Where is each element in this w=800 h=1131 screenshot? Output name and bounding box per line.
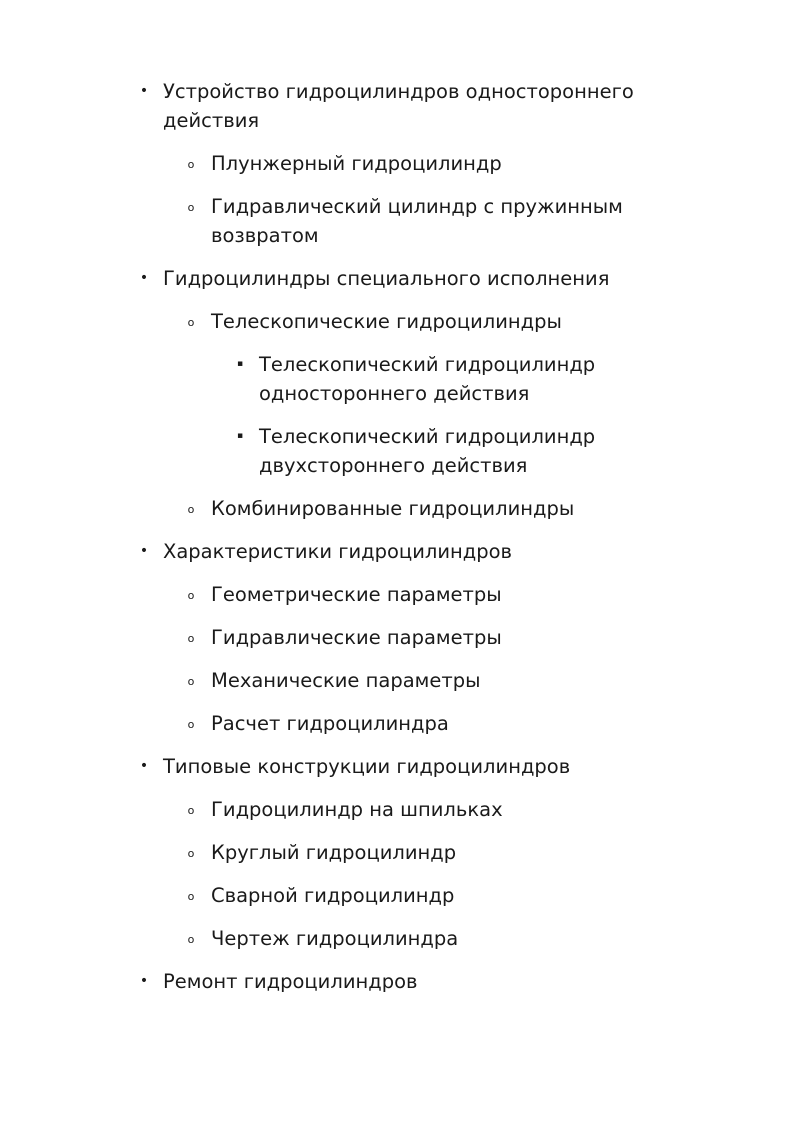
list-item-level-1 <box>139 967 673 996</box>
bullet-square-icon: ▪ <box>236 359 244 369</box>
list-item-text: Механические параметры <box>211 669 481 692</box>
list-item-level-2 <box>187 666 681 695</box>
bullet-dot-icon: • <box>139 543 149 559</box>
list-item-text: Гидроцилиндры специального исполнения <box>163 267 610 290</box>
list-item-text: Чертеж гидроцилиндра <box>211 927 459 950</box>
bullet-circle-icon: o <box>187 804 195 817</box>
list-item-level-1 <box>139 77 673 135</box>
list-item-text: Гидроцилиндр на шпильках <box>211 798 503 821</box>
list-item-level-2 <box>187 881 681 910</box>
bullet-circle-icon: o <box>187 718 195 731</box>
bullet-circle-icon: o <box>187 201 195 214</box>
list-item-text: Ремонт гидроцилиндров <box>163 970 418 993</box>
list-item-text: Плунжерный гидроцилиндр <box>211 152 502 175</box>
list-item-level-3 <box>236 350 679 408</box>
bulleted-list <box>0 77 800 1010</box>
list-item-level-2 <box>187 192 681 250</box>
list-item-level-2 <box>187 307 681 336</box>
list-item-text: Телескопические гидроцилиндры <box>211 310 562 333</box>
bullet-circle-icon: o <box>187 890 195 903</box>
bullet-circle-icon: o <box>187 933 195 946</box>
list-item-level-1 <box>139 752 673 781</box>
list-item-text: Типовые конструкции гидроцилиндров <box>163 755 571 778</box>
list-item-level-2 <box>187 580 681 609</box>
bullet-dot-icon: • <box>139 83 149 99</box>
list-item-level-2 <box>187 709 681 738</box>
list-item-level-3 <box>236 422 679 480</box>
list-item-level-2 <box>187 795 681 824</box>
list-item-level-2 <box>187 494 681 523</box>
list-item-text: Расчет гидроцилиндра <box>211 712 449 735</box>
list-item-text: Телескопический гидроцилиндр одностороннего действия <box>259 353 596 405</box>
list-item-level-2 <box>187 838 681 867</box>
list-item-text: Комбинированные гидроцилиндры <box>211 497 575 520</box>
list-item-text: Устройство гидроцилиндров одностороннего действия <box>163 80 634 132</box>
bullet-circle-icon: o <box>187 589 195 602</box>
list-item-level-1 <box>139 537 673 566</box>
list-item-text: Сварной гидроцилиндр <box>211 884 455 907</box>
bullet-dot-icon: • <box>139 758 149 774</box>
list-item-text: Характеристики гидроцилиндров <box>163 540 513 563</box>
list-item-level-2 <box>187 149 681 178</box>
list-item-level-1 <box>139 264 673 293</box>
list-item-text: Телескопический гидроцилиндр двухстороннего действия <box>259 425 596 477</box>
bullet-circle-icon: o <box>187 847 195 860</box>
list-item-text: Круглый гидроцилиндр <box>211 841 457 864</box>
list-item-text: Гидравлический цилиндр с пружинным возвратом <box>211 195 623 247</box>
bullet-dot-icon: • <box>139 973 149 989</box>
bullet-circle-icon: o <box>187 675 195 688</box>
bullet-circle-icon: o <box>187 158 195 171</box>
bullet-circle-icon: o <box>187 632 195 645</box>
bullet-square-icon: ▪ <box>236 431 244 441</box>
list-item-text: Геометрические параметры <box>211 583 502 606</box>
list-item-text: Гидравлические параметры <box>211 626 502 649</box>
list-item-level-2 <box>187 924 681 953</box>
list-item-level-2 <box>187 623 681 652</box>
bullet-circle-icon: o <box>187 503 195 516</box>
bullet-dot-icon: • <box>139 270 149 286</box>
bullet-circle-icon: o <box>187 316 195 329</box>
